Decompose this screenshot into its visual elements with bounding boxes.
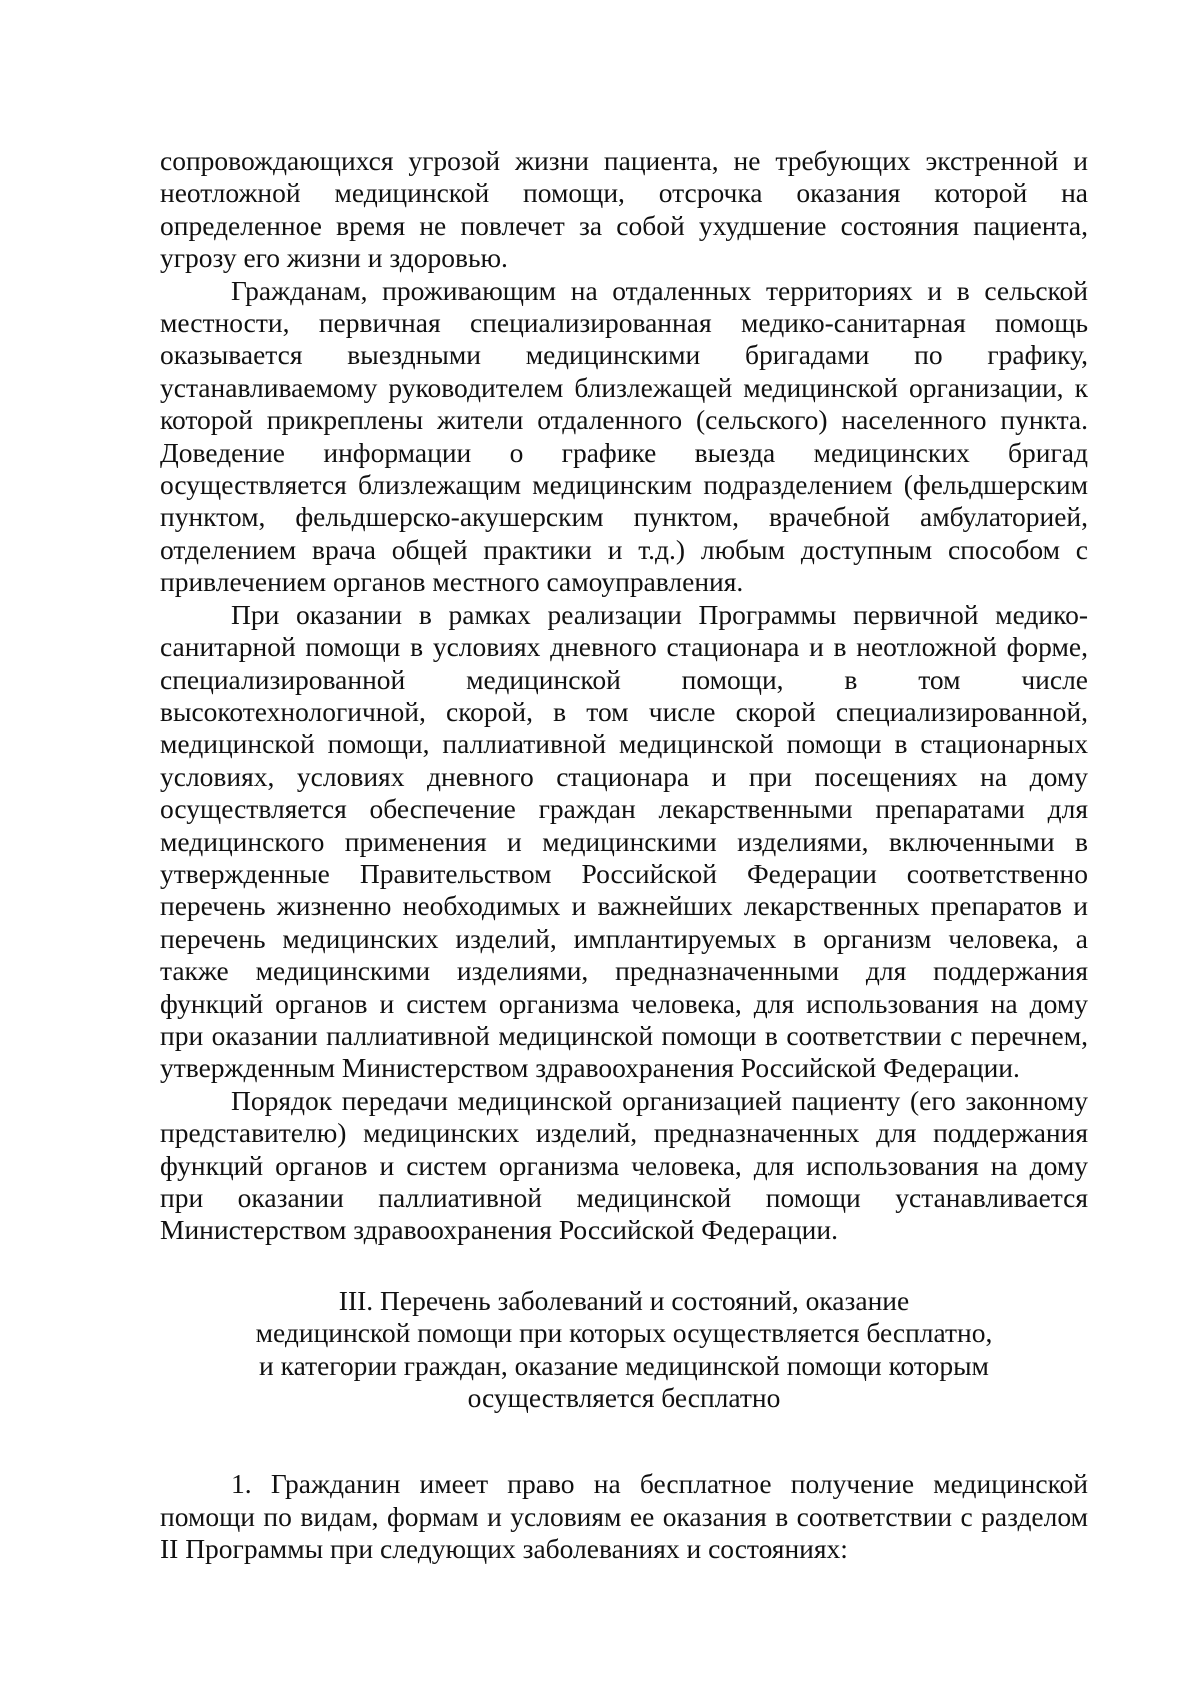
section-heading bbox=[160, 1285, 1088, 1415]
paragraph-item-1: 1. Гражданин имеет право на бесплатное получение медицинской помощи по видам, формам и условиям ее оказания в соответствии с разделом II Программы при следующих заболеваниях и состояниях: bbox=[160, 1468, 1088, 1565]
paragraph-device-transfer-procedure: Порядок передачи медицинской организацией пациенту (его законному представителю) медицинских изделий, предназначенных для поддержания функций органов и систем организма человека, для использования на дому при оказании паллиативной медицинской помощи устанавливается Министерством здравоохранения Российской Федерации. bbox=[160, 1084, 1088, 1246]
section-heading-line: и категории граждан, оказание медицинской помощи которым bbox=[259, 1349, 989, 1381]
paragraph-medication-provision: При оказании в рамках реализации Программы первичной медико-санитарной помощи в условиях дневного стационара и в неотложной форме, специализированной медицинской помощи, в том числе высокотехнологичной, скорой, в том числе скорой специализированной, медицинской помощи, паллиативной медицинской помощи в стационарных условиях, условиях дневного стационара и при посещениях на дому осуществляется обеспечение граждан лекарственными препаратами для медицинского применения и медицинскими изделиями, включенными в утвержденные Правительством Российской Федерации соответственно перечень жизненно необходимых и важнейших лекарственных препаратов и перечень медицинских изделий, имплантируемых в организм человека, а также медицинскими изделиями, предназначенными для поддержания функций органов и систем организма человека, для использования на дому при оказании паллиативной медицинской помощи в соответствии с перечнем, утвержденным Министерством здравоохранения Российской Федерации. bbox=[160, 598, 1088, 1084]
paragraph-remote-territories: Гражданам, проживающим на отдаленных территориях и в сельской местности, первичная специализированная медико-санитарная помощь оказывается выездными медицинскими бригадами по графику, устанавливаемому руководителем близлежащей медицинской организации, к которой прикреплены жители отдаленного (сельского) населенного пункта. Доведение информации о графике выезда медицинских бригад осуществляется близлежащим медицинским подразделением (фельдшерским пунктом, фельдшерско-акушерским пунктом, врачебной амбулаторией, отделением врача общей практики и т.д.) любым доступным способом с привлечением органов местного самоуправления. bbox=[160, 274, 1088, 598]
paragraph-continuation: сопровождающихся угрозой жизни пациента, не требующих экстренной и неотложной медицинской помощи, отсрочка оказания которой на определенное время не повлечет за собой ухудшение состояния пациента, угрозу его жизни и здоровью. bbox=[160, 145, 1088, 274]
section-heading-line: медицинской помощи при которых осуществляется бесплатно, bbox=[255, 1317, 993, 1349]
section-heading-line: осуществляется бесплатно bbox=[467, 1382, 781, 1414]
section-heading-line: III. Перечень заболеваний и состояний, оказание bbox=[338, 1284, 910, 1316]
document-body bbox=[160, 145, 1088, 1566]
